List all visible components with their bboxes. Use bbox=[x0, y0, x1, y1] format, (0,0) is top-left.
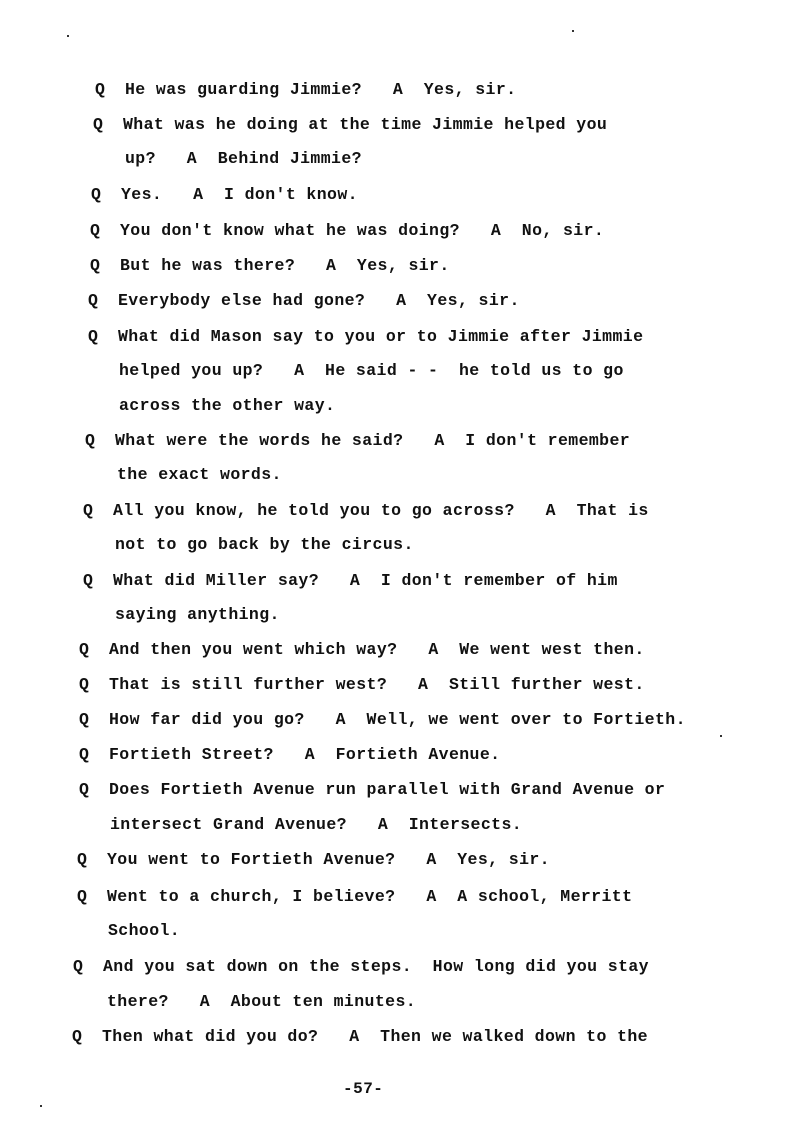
question-marker: Q bbox=[77, 850, 88, 869]
question-marker: Q bbox=[85, 431, 96, 450]
continuation-line bbox=[110, 815, 522, 835]
line-text: But he was there? A Yes, sir. bbox=[120, 256, 450, 275]
question-line bbox=[77, 850, 550, 870]
line-text: You went to Fortieth Avenue? A Yes, sir. bbox=[107, 850, 550, 869]
question-line bbox=[79, 745, 500, 765]
continuation-line bbox=[115, 605, 280, 625]
line-text: the exact words. bbox=[117, 465, 282, 484]
continuation-line bbox=[117, 465, 282, 485]
question-line bbox=[83, 571, 618, 591]
line-text: And you sat down on the steps. How long did you stay bbox=[103, 957, 649, 976]
line-text: What was he doing at the time Jimmie helped you bbox=[123, 115, 608, 134]
question-line bbox=[95, 80, 516, 100]
question-marker: Q bbox=[72, 1027, 83, 1046]
continuation-line bbox=[125, 149, 362, 169]
question-line bbox=[79, 710, 686, 730]
question-marker: Q bbox=[73, 957, 84, 976]
question-line bbox=[91, 185, 358, 205]
line-text: Fortieth Street? A Fortieth Avenue. bbox=[109, 745, 501, 764]
question-line bbox=[73, 957, 649, 977]
line-text: Then what did you do? A Then we walked down to the bbox=[102, 1027, 648, 1046]
question-line bbox=[88, 291, 520, 311]
line-text: What did Miller say? A I don't remember of him bbox=[113, 571, 618, 590]
continuation-line bbox=[115, 535, 414, 555]
question-marker: Q bbox=[95, 80, 106, 99]
scan-speck bbox=[67, 35, 69, 37]
line-text: Everybody else had gone? A Yes, sir. bbox=[118, 291, 520, 310]
line-text: helped you up? A He said - - he told us to go bbox=[119, 361, 624, 380]
question-marker: Q bbox=[79, 640, 90, 659]
question-line bbox=[72, 1027, 648, 1047]
question-line bbox=[77, 887, 632, 907]
continuation-line bbox=[119, 361, 624, 381]
question-marker: Q bbox=[79, 710, 90, 729]
line-text: up? A Behind Jimmie? bbox=[125, 149, 362, 168]
question-line bbox=[79, 675, 645, 695]
question-line bbox=[93, 115, 607, 135]
question-marker: Q bbox=[79, 745, 90, 764]
line-text: saying anything. bbox=[115, 605, 280, 624]
continuation-line bbox=[119, 396, 335, 416]
line-text: And then you went which way? A We went west then. bbox=[109, 640, 645, 659]
scan-speck bbox=[40, 1105, 42, 1107]
line-text: intersect Grand Avenue? A Intersects. bbox=[110, 815, 523, 834]
line-text: What did Mason say to you or to Jimmie after Jimmie bbox=[118, 327, 644, 346]
question-marker: Q bbox=[79, 780, 90, 799]
scan-speck bbox=[720, 735, 722, 737]
question-line bbox=[88, 327, 643, 347]
question-marker: Q bbox=[83, 571, 94, 590]
question-line bbox=[83, 501, 649, 521]
scan-speck bbox=[572, 30, 574, 32]
line-text: across the other way. bbox=[119, 396, 336, 415]
question-line bbox=[90, 256, 450, 276]
question-marker: Q bbox=[88, 327, 99, 346]
line-text: All you know, he told you to go across? A That is bbox=[113, 501, 649, 520]
question-marker: Q bbox=[83, 501, 94, 520]
question-marker: Q bbox=[90, 221, 101, 240]
page-number: -57- bbox=[343, 1080, 384, 1098]
question-marker: Q bbox=[77, 887, 88, 906]
question-marker: Q bbox=[88, 291, 99, 310]
continuation-line bbox=[107, 992, 416, 1012]
line-text: Went to a church, I believe? A A school, Merritt bbox=[107, 887, 633, 906]
line-text: You don't know what he was doing? A No, sir. bbox=[120, 221, 605, 240]
line-text: How far did you go? A Well, we went over to Fortieth. bbox=[109, 710, 686, 729]
question-line bbox=[79, 640, 645, 660]
question-marker: Q bbox=[93, 115, 104, 134]
line-text: School. bbox=[108, 921, 181, 940]
line-text: Does Fortieth Avenue run parallel with Grand Avenue or bbox=[109, 780, 666, 799]
line-text: He was guarding Jimmie? A Yes, sir. bbox=[125, 80, 517, 99]
line-text: That is still further west? A Still further west. bbox=[109, 675, 645, 694]
line-text: not to go back by the circus. bbox=[115, 535, 414, 554]
question-line bbox=[79, 780, 665, 800]
question-marker: Q bbox=[91, 185, 102, 204]
question-marker: Q bbox=[90, 256, 101, 275]
question-line bbox=[85, 431, 630, 451]
continuation-line bbox=[108, 921, 180, 941]
line-text: Yes. A I don't know. bbox=[121, 185, 358, 204]
question-marker: Q bbox=[79, 675, 90, 694]
line-text: What were the words he said? A I don't remember bbox=[115, 431, 631, 450]
line-text: there? A About ten minutes. bbox=[107, 992, 417, 1011]
question-line bbox=[90, 221, 604, 241]
